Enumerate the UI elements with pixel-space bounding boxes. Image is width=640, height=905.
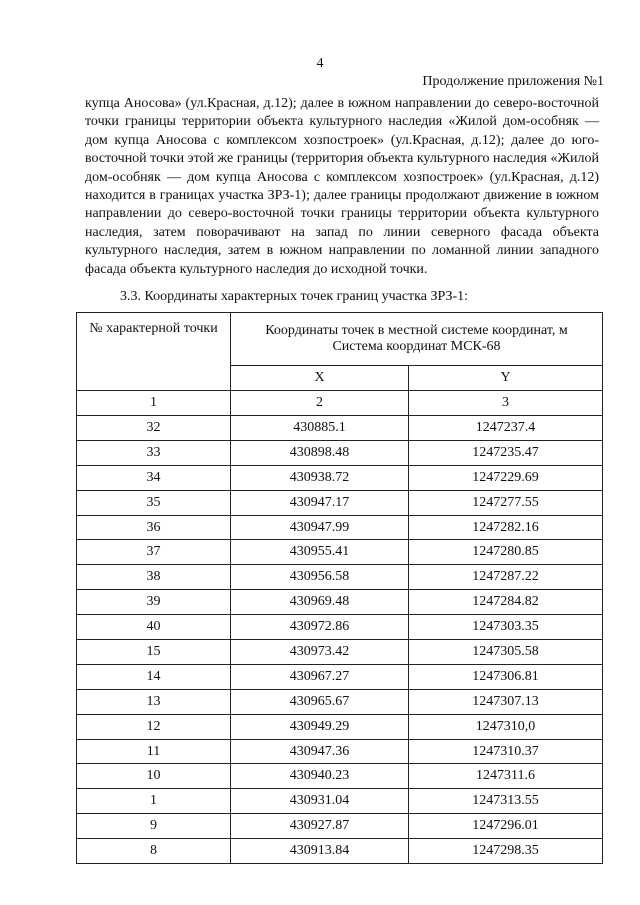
- x-coordinate-cell: 430931.04: [231, 789, 409, 814]
- x-coordinate-cell: 430940.23: [231, 764, 409, 789]
- table-row: [77, 540, 603, 565]
- point-number-cell: 37: [77, 540, 231, 565]
- table-row: [77, 689, 603, 714]
- y-coordinate-cell: 1247305.58: [409, 640, 603, 665]
- table-row: [77, 814, 603, 839]
- point-number-cell: 38: [77, 565, 231, 590]
- table-row: [77, 789, 603, 814]
- table-row: [77, 490, 603, 515]
- coordinates-header: [231, 313, 603, 366]
- table-row: [77, 664, 603, 689]
- point-number-cell: 40: [77, 615, 231, 640]
- table-row: [77, 515, 603, 540]
- x-coordinate-cell: 430967.27: [231, 664, 409, 689]
- point-number-cell: 35: [77, 490, 231, 515]
- body-paragraph: купца Аносова» (ул.Красная, д.12); далее в южном направлении до северо-восточной точки границы территории объекта культурного наследия «Жилой дом-особняк — дом купца Аносова с комплексом хозпостроек» (ул.Красная, д.12); далее до юго-восточной точки этой же границы (территория объекта культурного наследия «Жилой дом-особняк — дом купца Аносова с комплексом хозпостроек» (ул.Красная, д.12) находится в границах участка ЗРЗ-1); далее границы продолжают движение в южном направлении до северо-восточной точки границы территории объекта культурного наследия, затем поворачивают на запад по линии северного фасада объекта культурного наследия, затем в южном направлении по ломанной линии западного фасада объекта культурного наследия до исходной точки.: [85, 96, 599, 277]
- x-coordinate-cell: 430955.41: [231, 540, 409, 565]
- coordinates-table: [76, 312, 603, 864]
- point-number-header: № характерной точки: [77, 313, 231, 391]
- x-coordinate-cell: 430947.17: [231, 490, 409, 515]
- y-coordinate-cell: 1247235.47: [409, 440, 603, 465]
- table-row: [77, 440, 603, 465]
- y-coordinate-cell: 1247313.55: [409, 789, 603, 814]
- table-row: [77, 640, 603, 665]
- x-coordinate-cell: 430965.67: [231, 689, 409, 714]
- x-coordinate-cell: 430947.99: [231, 515, 409, 540]
- x-coordinate-cell: 430972.86: [231, 615, 409, 640]
- x-coordinate-cell: 430938.72: [231, 465, 409, 490]
- index-cell: 1: [77, 391, 231, 416]
- point-number-cell: 32: [77, 416, 231, 441]
- x-header: X: [231, 366, 409, 391]
- appendix-label: Продолжение приложения №1: [422, 74, 604, 89]
- section-heading: 3.3. Координаты характерных точек границ участка ЗРЗ-1:: [120, 289, 469, 304]
- point-number-cell: 11: [77, 739, 231, 764]
- index-cell: 3: [409, 391, 603, 416]
- y-coordinate-cell: 1247287.22: [409, 565, 603, 590]
- coordinates-header-line1: Координаты точек в местной системе координат, м: [265, 323, 568, 338]
- x-coordinate-cell: 430949.29: [231, 714, 409, 739]
- y-coordinate-cell: 1247229.69: [409, 465, 603, 490]
- point-number-cell: 36: [77, 515, 231, 540]
- point-number-cell: 33: [77, 440, 231, 465]
- point-number-cell: 12: [77, 714, 231, 739]
- point-number-cell: 8: [77, 839, 231, 864]
- table-row: [77, 565, 603, 590]
- y-coordinate-cell: 1247280.85: [409, 540, 603, 565]
- y-coordinate-cell: 1247237.4: [409, 416, 603, 441]
- index-cell: 2: [231, 391, 409, 416]
- point-number-cell: 39: [77, 590, 231, 615]
- table-row: [77, 764, 603, 789]
- x-coordinate-cell: 430898.48: [231, 440, 409, 465]
- table-row: [77, 739, 603, 764]
- y-coordinate-cell: 1247310,0: [409, 714, 603, 739]
- point-number-cell: 1: [77, 789, 231, 814]
- y-coordinate-cell: 1247298.35: [409, 839, 603, 864]
- x-coordinate-cell: 430969.48: [231, 590, 409, 615]
- x-coordinate-cell: 430913.84: [231, 839, 409, 864]
- x-coordinate-cell: 430885.1: [231, 416, 409, 441]
- table-row: [77, 615, 603, 640]
- point-number-cell: 15: [77, 640, 231, 665]
- point-number-cell: 34: [77, 465, 231, 490]
- point-number-cell: 9: [77, 814, 231, 839]
- point-number-cell: 13: [77, 689, 231, 714]
- table-row: [77, 465, 603, 490]
- coordinates-header-line2: Система координат МСК-68: [332, 339, 501, 354]
- point-number-cell: 14: [77, 664, 231, 689]
- y-coordinate-cell: 1247277.55: [409, 490, 603, 515]
- y-coordinate-cell: 1247284.82: [409, 590, 603, 615]
- point-number-cell: 10: [77, 764, 231, 789]
- y-coordinate-cell: 1247306.81: [409, 664, 603, 689]
- x-coordinate-cell: 430947.36: [231, 739, 409, 764]
- x-coordinate-cell: 430956.58: [231, 565, 409, 590]
- table-row: [77, 416, 603, 441]
- table-row: [77, 839, 603, 864]
- page-number: 4: [316, 56, 324, 71]
- y-coordinate-cell: 1247310.37: [409, 739, 603, 764]
- x-coordinate-cell: 430927.87: [231, 814, 409, 839]
- y-coordinate-cell: 1247303.35: [409, 615, 603, 640]
- y-coordinate-cell: 1247307.13: [409, 689, 603, 714]
- table-index-row: [77, 391, 603, 416]
- table-header-row: [77, 313, 603, 366]
- y-coordinate-cell: 1247311.6: [409, 764, 603, 789]
- table-row: [77, 714, 603, 739]
- y-coordinate-cell: 1247282.16: [409, 515, 603, 540]
- table-row: [77, 590, 603, 615]
- y-coordinate-cell: 1247296.01: [409, 814, 603, 839]
- y-header: Y: [409, 366, 603, 391]
- x-coordinate-cell: 430973.42: [231, 640, 409, 665]
